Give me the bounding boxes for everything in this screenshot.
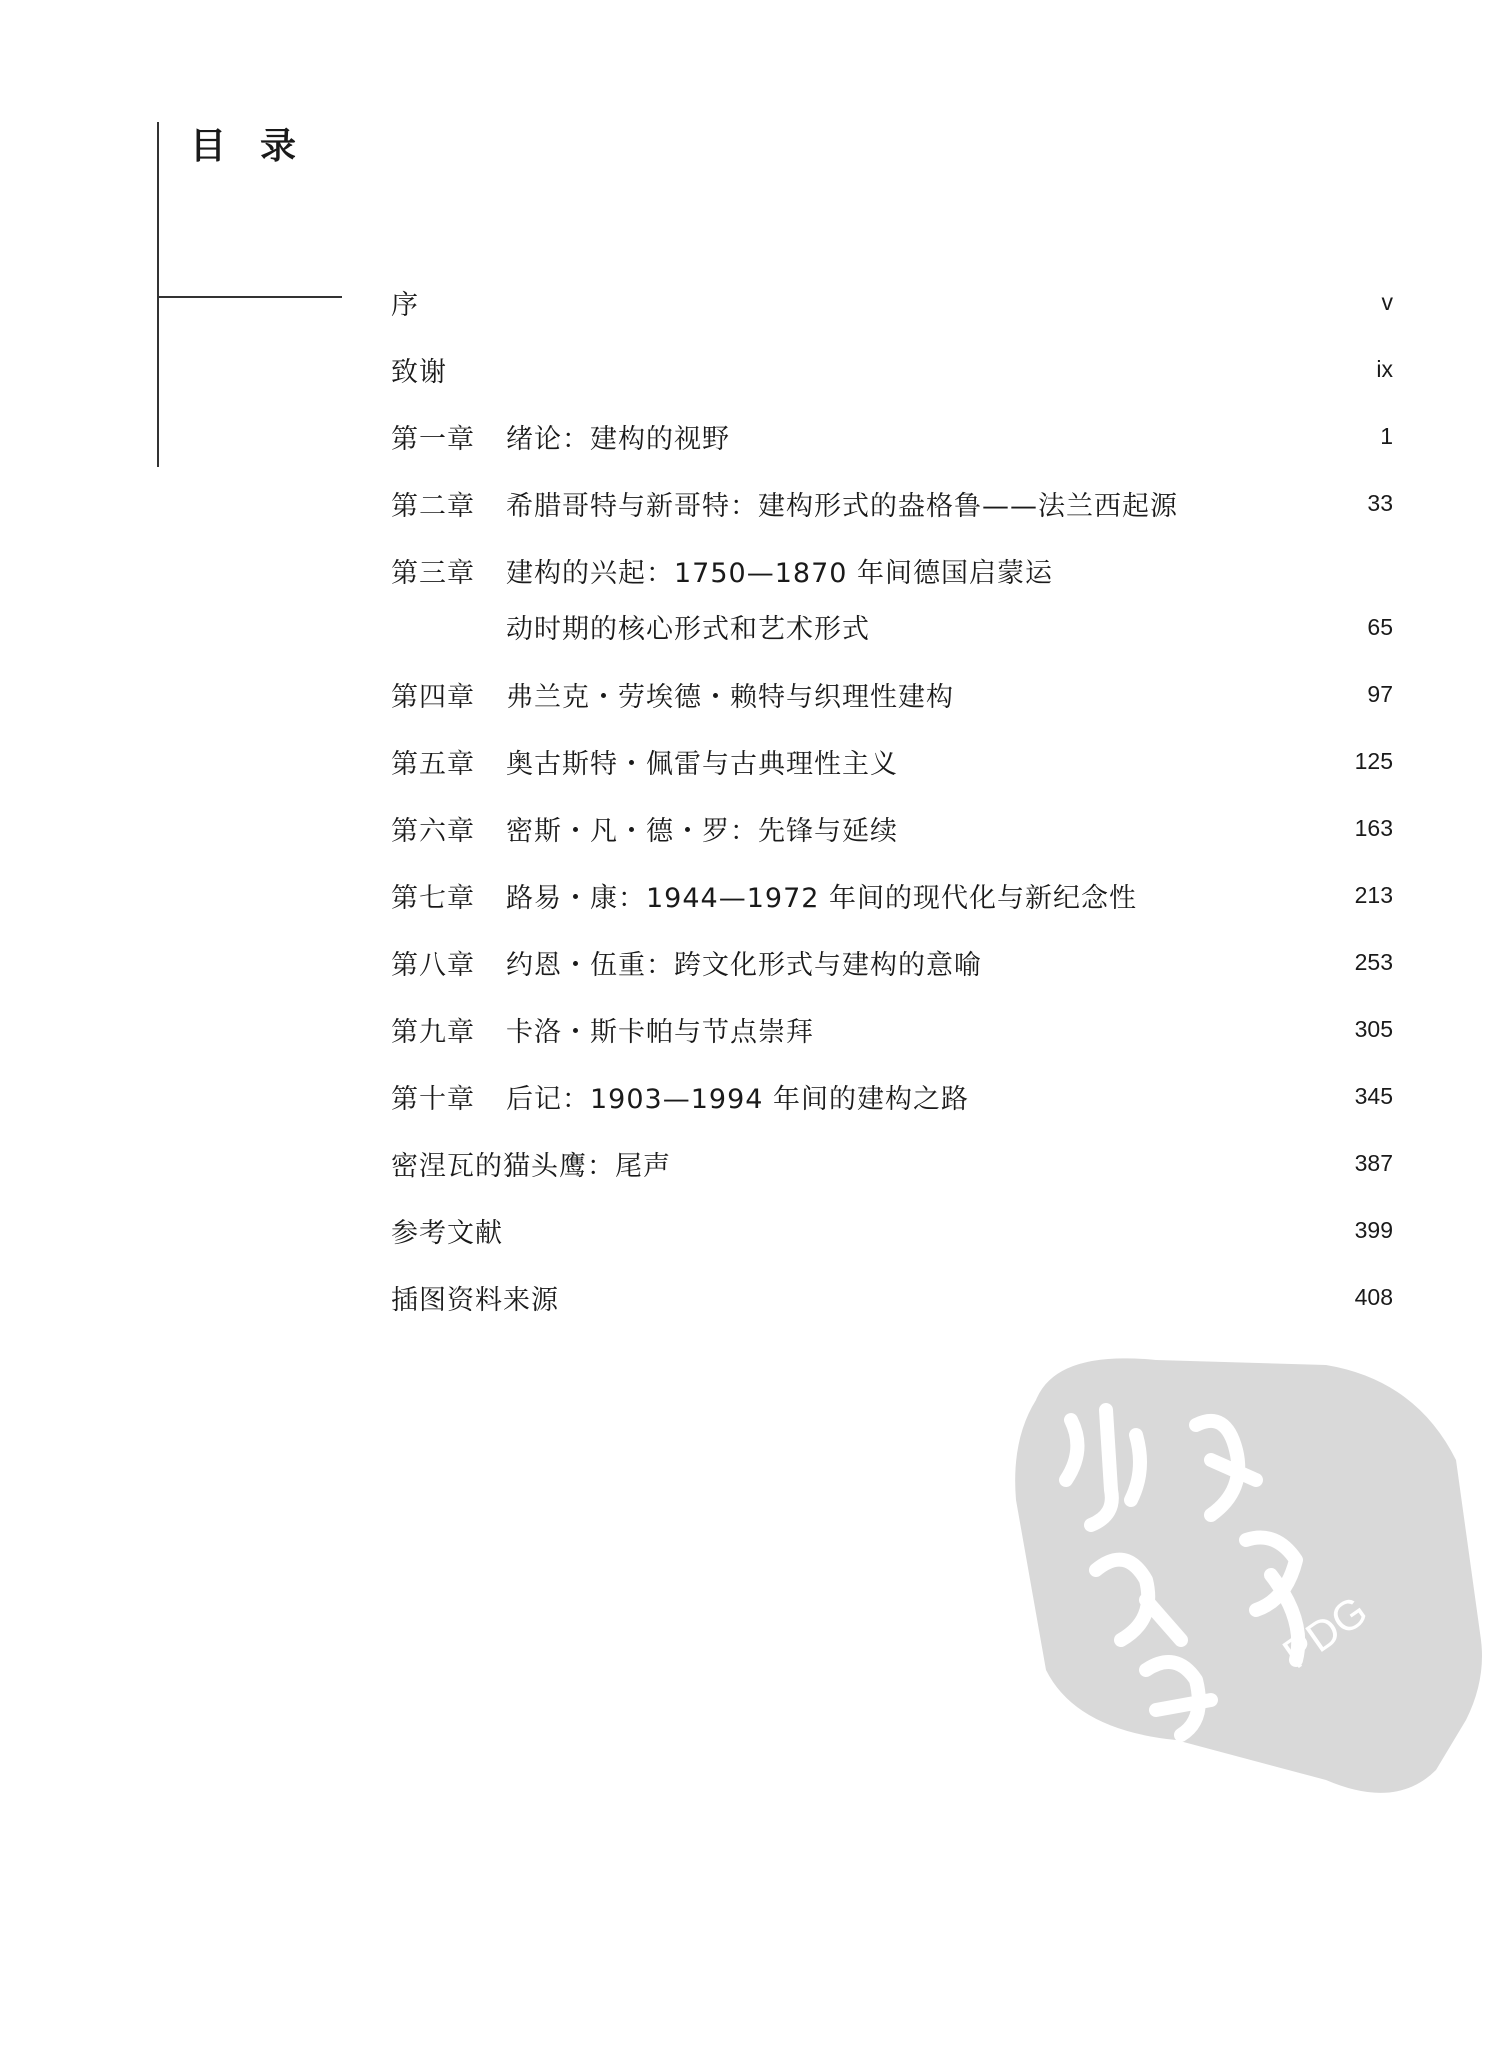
toc-entry-chapter-8[interactable]: [391, 938, 1393, 1005]
toc-entry-title: 参考文献: [391, 1218, 503, 1249]
page-title: 目录: [190, 126, 331, 167]
toc-entry-chapter: 第一章: [391, 424, 475, 455]
toc-entry-page: 408: [1354, 1284, 1393, 1310]
toc-entry-title: 密涅瓦的猫头鹰：尾声: [391, 1151, 671, 1182]
toc-entry-chapter: 第五章: [391, 749, 475, 780]
toc-entry-acknowledgements[interactable]: [391, 345, 1393, 412]
toc-entry-chapter: 第六章: [391, 816, 475, 847]
table-of-contents: [391, 278, 1393, 1340]
toc-entry-page: v: [1381, 289, 1393, 315]
toc-entry-chapter: 第十章: [391, 1084, 475, 1115]
toc-entry-title: 希腊哥特与新哥特：建构形式的盎格鲁——法兰西起源: [506, 491, 1178, 522]
toc-entry-chapter: 第九章: [391, 1017, 475, 1048]
toc-entry-page: 163: [1354, 815, 1393, 841]
toc-entry-title: 后记：1903—1994 年间的建构之路: [506, 1084, 970, 1115]
toc-entry-page: 387: [1354, 1150, 1393, 1176]
toc-entry-page: 253: [1354, 949, 1393, 975]
toc-entry-chapter-6[interactable]: [391, 804, 1393, 871]
seal-text: PDG: [1274, 1586, 1376, 1678]
toc-entry-chapter: 第二章: [391, 491, 475, 522]
toc-entry-title: 奥古斯特・佩雷与古典理性主义: [506, 749, 898, 780]
toc-entry-chapter-4[interactable]: [391, 670, 1393, 737]
toc-entry-chapter-2[interactable]: [391, 479, 1393, 546]
toc-entry-title: 绪论：建构的视野: [506, 424, 730, 455]
toc-entry-title: 卡洛・斯卡帕与节点崇拜: [506, 1017, 814, 1048]
margin-horizontal-rule: [157, 296, 342, 298]
toc-entry-chapter-5[interactable]: [391, 737, 1393, 804]
toc-entry-chapter-1[interactable]: [391, 412, 1393, 479]
toc-entry-chapter: 第七章: [391, 883, 475, 914]
toc-entry-title: 建构的兴起：1750—1870 年间德国启蒙运动时期的核心形式和艺术形式: [506, 558, 1054, 645]
toc-entry-preface[interactable]: [391, 278, 1393, 345]
toc-entry-title: 路易・康：1944—1972 年间的现代化与新纪念性: [506, 883, 1138, 914]
toc-entry-page: 399: [1354, 1217, 1393, 1243]
toc-entry-page: 97: [1367, 681, 1393, 707]
toc-entry-page: 305: [1354, 1016, 1393, 1042]
toc-entry-illustration-credits[interactable]: [391, 1273, 1393, 1340]
toc-entry-chapter: 第八章: [391, 950, 475, 981]
toc-entry-title: 序: [391, 290, 419, 321]
toc-entry-title: 插图资料来源: [391, 1285, 559, 1316]
toc-entry-title: 弗兰克・劳埃德・赖特与织理性建构: [506, 682, 954, 713]
toc-entry-chapter: 第三章: [391, 558, 475, 589]
toc-entry-page: 345: [1354, 1083, 1393, 1109]
toc-entry-bibliography[interactable]: [391, 1206, 1393, 1273]
toc-entry-title: 约恩・伍重：跨文化形式与建构的意喻: [506, 950, 982, 981]
margin-vertical-rule: [157, 122, 159, 467]
toc-entry-chapter-3[interactable]: [391, 546, 1393, 670]
toc-entry-page: ix: [1376, 356, 1393, 382]
toc-entry-page: 213: [1354, 882, 1393, 908]
toc-entry-chapter: 第四章: [391, 682, 475, 713]
watermark-seal: [996, 1340, 1491, 1820]
toc-entry-epilogue[interactable]: [391, 1139, 1393, 1206]
toc-entry-chapter-7[interactable]: [391, 871, 1393, 938]
toc-entry-page: 1: [1380, 423, 1393, 449]
toc-entry-title: 密斯・凡・德・罗：先锋与延续: [506, 816, 898, 847]
toc-entry-title: 致谢: [391, 357, 447, 388]
toc-entry-chapter-9[interactable]: [391, 1005, 1393, 1072]
toc-entry-page: 65: [1367, 614, 1393, 640]
toc-entry-chapter-10[interactable]: [391, 1072, 1393, 1139]
toc-entry-page: 125: [1354, 748, 1393, 774]
toc-entry-page: 33: [1367, 490, 1393, 516]
